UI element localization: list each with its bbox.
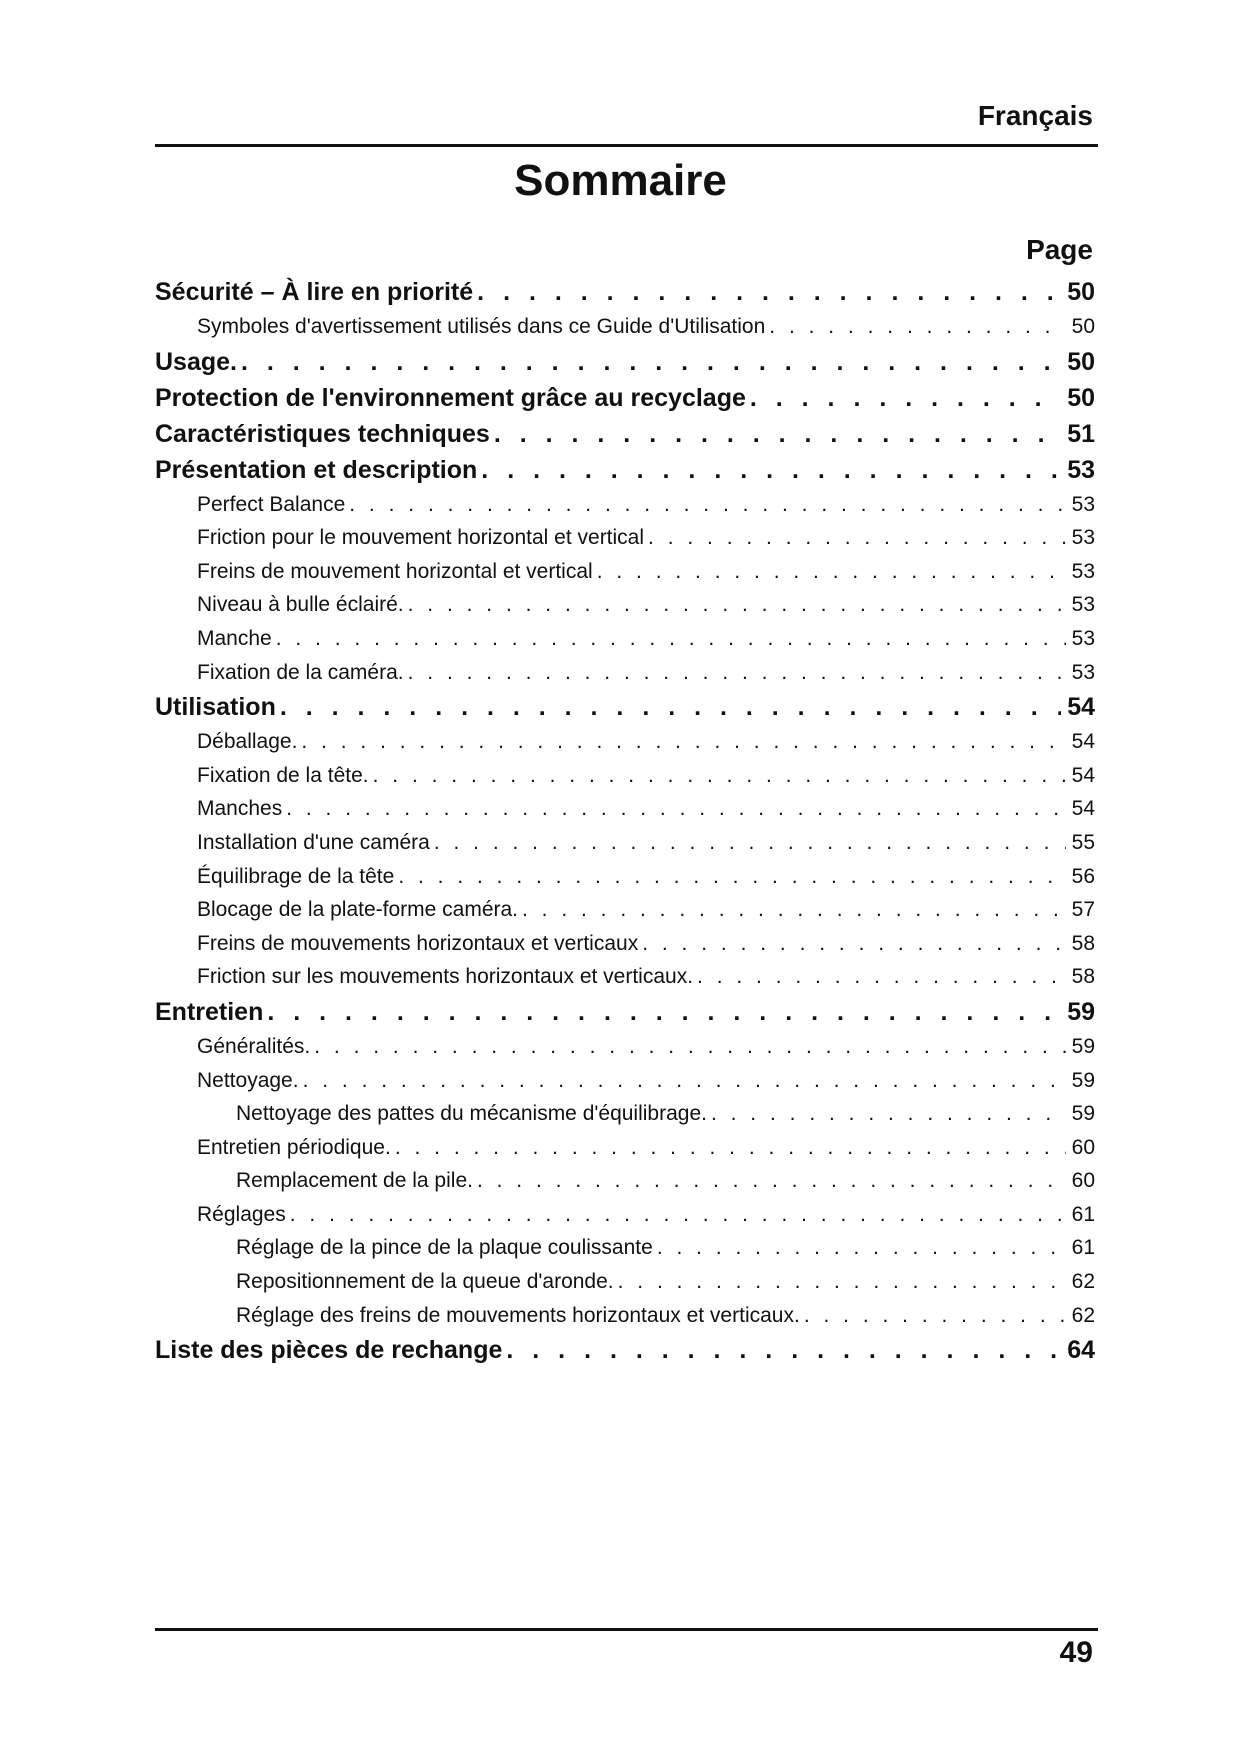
- toc-entry-page: 53: [1067, 455, 1095, 484]
- toc-entry: [155, 488, 1095, 522]
- toc-entry-title: Entretien: [155, 997, 264, 1026]
- dot-leader: [477, 1164, 1066, 1198]
- toc-entry-page: 54: [1071, 763, 1095, 787]
- toc-entry-page: 53: [1071, 559, 1095, 583]
- dot-leader: [506, 1332, 1061, 1368]
- dot-leader: [349, 488, 1065, 522]
- toc-entry-page: 61: [1071, 1236, 1095, 1260]
- dot-leader: [750, 380, 1061, 416]
- toc-entry: [155, 1231, 1095, 1265]
- toc-entry-page: 54: [1067, 693, 1095, 722]
- toc-entry-page: 60: [1071, 1135, 1095, 1159]
- toc-entry: [155, 622, 1095, 656]
- toc-entry-page: 57: [1071, 898, 1095, 922]
- toc-entry: [155, 380, 1095, 416]
- dot-leader: [618, 1265, 1066, 1299]
- toc-entry-page: 58: [1071, 931, 1095, 955]
- toc-entry-title: Blocage de la plate-forme caméra.: [197, 898, 518, 922]
- toc-entry-title: Nettoyage.: [197, 1068, 299, 1092]
- toc-entry: [155, 521, 1095, 555]
- page-title: Sommaire: [514, 156, 727, 205]
- toc-entry: [155, 860, 1095, 894]
- dot-leader: [804, 1299, 1066, 1333]
- bottom-rule: [155, 1628, 1098, 1631]
- toc-entry: [155, 826, 1095, 860]
- toc-entry-title: Manche: [197, 626, 272, 650]
- toc-entry: [155, 656, 1095, 690]
- toc-entry-title: Symboles d'avertissement utilisés dans ce Guide d'Utilisation: [197, 315, 766, 338]
- dot-leader: [290, 1198, 1066, 1232]
- toc-entry-title: Généralités.: [197, 1034, 311, 1058]
- toc-entry-page: 60: [1071, 1169, 1095, 1193]
- toc-entry-page: 53: [1071, 492, 1095, 516]
- toc-entry-title: Utilisation: [155, 693, 276, 722]
- toc-entry: [155, 792, 1095, 826]
- dot-leader: [398, 860, 1065, 894]
- toc-entry: [155, 994, 1095, 1030]
- dot-leader: [301, 725, 1065, 759]
- dot-leader: [434, 826, 1066, 860]
- toc-entry: [155, 725, 1095, 759]
- toc-entry-page: 56: [1071, 864, 1095, 888]
- toc-entry-page: 50: [1067, 278, 1095, 306]
- toc-entry-title: Fixation de la tête.: [197, 763, 369, 787]
- toc-entry-title: Freins de mouvements horizontaux et verticaux: [197, 931, 639, 955]
- toc-entry: [155, 1265, 1095, 1299]
- dot-leader: [280, 689, 1061, 725]
- page-column-label: Page: [1026, 234, 1093, 265]
- toc-entry: [155, 893, 1095, 927]
- toc-entry-page: 53: [1071, 660, 1095, 684]
- toc-entry-title: Déballage.: [197, 730, 298, 754]
- toc-entry: [155, 1332, 1095, 1368]
- toc-entry: [155, 689, 1095, 725]
- dot-leader: [711, 1097, 1066, 1131]
- toc-entry-title: Freins de mouvement horizontal et vertical: [197, 559, 593, 583]
- toc-entry: [155, 1198, 1095, 1232]
- toc-entry-page: 51: [1067, 419, 1095, 448]
- toc-entry-page: 53: [1071, 626, 1095, 650]
- dot-leader: [286, 792, 1065, 826]
- toc-entry-title: Liste des pièces de rechange: [155, 1336, 503, 1365]
- dot-leader: [276, 622, 1066, 656]
- toc-entry-title: Perfect Balance: [197, 492, 346, 516]
- dot-leader: [648, 521, 1066, 555]
- toc-entry: [155, 588, 1095, 622]
- toc-entry-page: 50: [1071, 315, 1095, 338]
- toc-entry: [155, 1030, 1095, 1064]
- toc-entry: [155, 1131, 1095, 1165]
- dot-leader: [373, 759, 1066, 793]
- toc-entry: [155, 310, 1095, 344]
- dot-leader: [597, 555, 1066, 589]
- toc-entry: [155, 1064, 1095, 1098]
- toc-entry-page: 59: [1071, 1102, 1095, 1126]
- toc-entry-title: Remplacement de la pile.: [236, 1169, 473, 1193]
- toc-entry-title: Réglages: [197, 1202, 286, 1226]
- dot-leader: [642, 927, 1065, 961]
- toc-entry-page: 62: [1071, 1303, 1095, 1327]
- dot-leader: [522, 893, 1066, 927]
- dot-leader: [314, 1030, 1065, 1064]
- toc-entry-page: 64: [1067, 1336, 1095, 1365]
- toc-entry-page: 62: [1071, 1270, 1095, 1294]
- toc-entry-title: Réglage des freins de mouvements horizontaux et verticaux.: [236, 1303, 800, 1327]
- toc-entry-title: Installation d'une caméra: [197, 830, 430, 854]
- dot-leader: [697, 960, 1066, 994]
- toc-entry-page: 53: [1071, 526, 1095, 550]
- toc-entry-title: Manches: [197, 797, 283, 821]
- toc-entry: [155, 1299, 1095, 1333]
- dot-leader: [769, 310, 1065, 344]
- toc-entry: [155, 555, 1095, 589]
- toc-entry-page: 54: [1071, 730, 1095, 754]
- toc-entry-page: 55: [1071, 830, 1095, 854]
- dot-leader: [494, 416, 1061, 452]
- toc-entry-page: 50: [1067, 383, 1095, 412]
- toc-entry-page: 50: [1067, 347, 1095, 376]
- dot-leader: [481, 452, 1061, 488]
- top-rule: [155, 144, 1098, 147]
- toc-entry-page: 59: [1071, 1034, 1095, 1058]
- toc-entry: [155, 416, 1095, 452]
- toc-entry-page: 59: [1067, 997, 1095, 1026]
- toc-entry: [155, 344, 1095, 380]
- toc-entry-title: Équilibrage de la tête: [197, 864, 395, 888]
- toc-entry-page: 54: [1071, 797, 1095, 821]
- toc-entry-title: Entretien périodique.: [197, 1135, 391, 1159]
- dot-leader: [408, 588, 1066, 622]
- table-of-contents: [155, 274, 1095, 1368]
- toc-entry-title: Friction sur les mouvements horizontaux et verticaux.: [197, 965, 694, 989]
- dot-leader: [477, 274, 1061, 310]
- toc-entry-title: Niveau à bulle éclairé.: [197, 593, 404, 617]
- toc-entry-title: Fixation de la caméra.: [197, 660, 404, 684]
- toc-entry: [155, 1097, 1095, 1131]
- toc-entry-page: 61: [1071, 1202, 1095, 1226]
- toc-entry-page: 59: [1071, 1068, 1095, 1092]
- toc-entry: [155, 960, 1095, 994]
- toc-entry-title: Caractéristiques techniques: [155, 419, 490, 448]
- toc-entry: [155, 1164, 1095, 1198]
- toc-entry-title: Nettoyage des pattes du mécanisme d'équilibrage.: [236, 1102, 707, 1126]
- toc-entry-title: Protection de l'environnement grâce au recyclage: [155, 383, 746, 412]
- language-label: Français: [977, 100, 1093, 131]
- dot-leader: [241, 344, 1061, 380]
- dot-leader: [657, 1231, 1066, 1265]
- dot-leader: [303, 1064, 1066, 1098]
- toc-entry: [155, 759, 1095, 793]
- dot-leader: [395, 1131, 1066, 1165]
- dot-leader: [267, 994, 1061, 1030]
- page-number: 49: [1059, 1636, 1093, 1669]
- dot-leader: [408, 656, 1066, 690]
- toc-entry-title: Réglage de la pince de la plaque coulissante: [236, 1236, 653, 1260]
- toc-entry-title: Usage.: [155, 347, 237, 376]
- toc-entry-title: Friction pour le mouvement horizontal et vertical: [197, 526, 645, 550]
- toc-entry: [155, 927, 1095, 961]
- toc-entry-title: Repositionnement de la queue d'aronde.: [236, 1270, 614, 1294]
- toc-entry: [155, 452, 1095, 488]
- toc-entry: [155, 274, 1095, 310]
- toc-entry-page: 53: [1071, 593, 1095, 617]
- toc-entry-page: 58: [1071, 965, 1095, 989]
- toc-entry-title: Sécurité – À lire en priorité: [155, 278, 474, 306]
- toc-entry-title: Présentation et description: [155, 455, 478, 484]
